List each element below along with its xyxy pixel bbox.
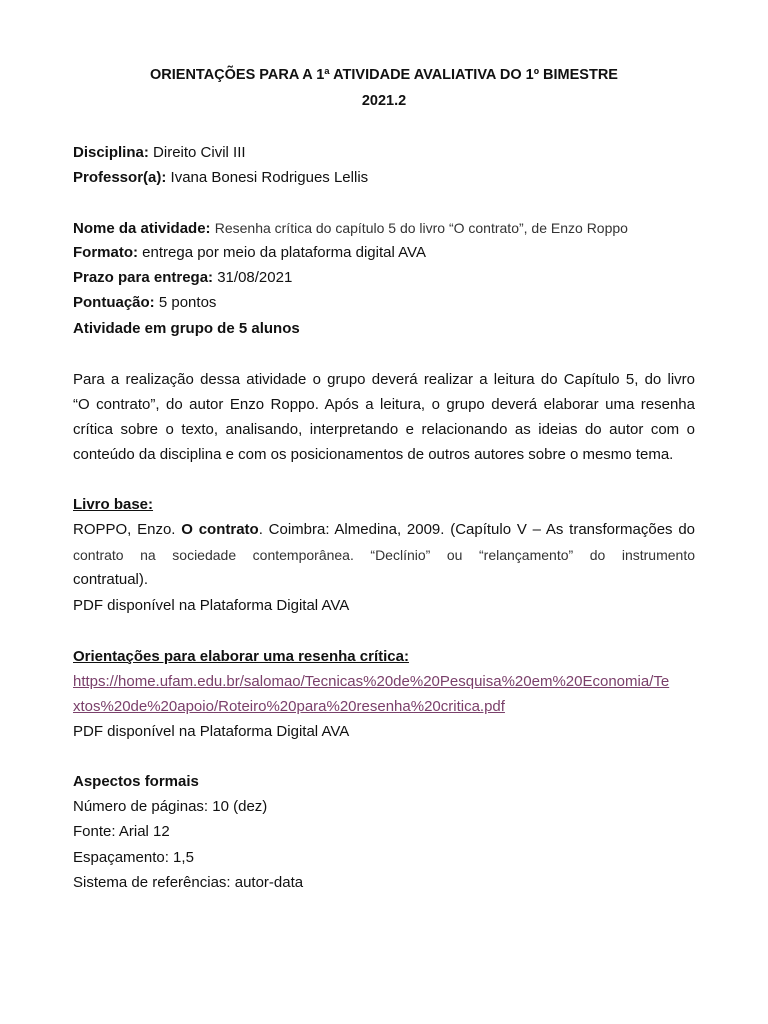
aspectos-heading: Aspectos formais xyxy=(73,773,199,790)
atividade-row xyxy=(73,218,628,239)
paragraph-line-3: crítica sobre o texto, analisando, interpretando e relacionando as ideias do autor com o xyxy=(73,421,695,438)
livro-pdf-note: PDF disponível na Plataforma Digital AVA xyxy=(73,597,350,614)
professor-label: Professor(a): xyxy=(73,169,167,186)
atividade-label: Nome da atividade: xyxy=(73,220,211,237)
orientacoes-pdf-note: PDF disponível na Plataforma Digital AVA xyxy=(73,723,350,740)
livro-ref-line-3: contratual). xyxy=(73,571,149,588)
aspectos-paginas: Número de páginas: 10 (dez) xyxy=(73,798,268,815)
pontuacao-label: Pontuação: xyxy=(73,294,155,311)
livro-ref-rest: . Coimbra: Almedina, 2009. (Capítulo V – As transformações do xyxy=(258,521,695,538)
prazo-row xyxy=(73,268,292,288)
orientacoes-link-line-2[interactable]: xtos%20de%20apoio/Roteiro%20para%20resenha%20critica.pdf xyxy=(73,698,505,715)
professor-row xyxy=(73,168,368,188)
livro-ref-title: O contrato xyxy=(181,521,259,538)
livro-base-heading: Livro base: xyxy=(73,496,154,513)
document-title: ORIENTAÇÕES PARA A 1ª ATIVIDADE AVALIATIVA DO 1º BIMESTRE xyxy=(150,67,618,83)
grupo-note: Atividade em grupo de 5 alunos xyxy=(73,320,300,337)
orientacoes-heading: Orientações para elaborar uma resenha crítica: xyxy=(73,648,409,665)
pontuacao-value: 5 pontos xyxy=(158,294,217,311)
formato-label: Formato: xyxy=(73,244,138,261)
livro-ref-line-2: contrato na sociedade contemporânea. “Declínio” ou “relançamento” do instrumento xyxy=(73,547,695,563)
livro-ref-line-1 xyxy=(73,520,695,540)
formato-row xyxy=(73,243,426,263)
aspectos-referencias: Sistema de referências: autor-data xyxy=(73,874,304,891)
pontuacao-row xyxy=(73,293,216,313)
paragraph-line-1: Para a realização dessa atividade o grupo deverá realizar a leitura do Capítulo 5, do livro xyxy=(73,371,695,388)
paragraph-line-4: conteúdo da disciplina e com os posicionamentos de outros autores sobre o mesmo tema. xyxy=(73,446,674,463)
aspectos-fonte: Fonte: Arial 12 xyxy=(73,823,170,840)
aspectos-espacamento: Espaçamento: 1,5 xyxy=(73,849,194,866)
disciplina-label: Disciplina: xyxy=(73,144,149,161)
livro-ref-author: ROPPO, Enzo. xyxy=(73,521,176,538)
prazo-label: Prazo para entrega: xyxy=(73,269,214,286)
atividade-value: Resenha crítica do capítulo 5 do livro “O contrato”, de Enzo Roppo xyxy=(214,220,628,236)
professor-value: Ivana Bonesi Rodrigues Lellis xyxy=(170,169,369,186)
disciplina-value: Direito Civil III xyxy=(153,144,246,161)
paragraph-line-2: “O contrato”, do autor Enzo Roppo. Após a leitura, o grupo deverá elaborar uma resenha xyxy=(73,396,695,413)
document-year: 2021.2 xyxy=(361,93,407,109)
prazo-value: 31/08/2021 xyxy=(217,269,293,286)
formato-value: entrega por meio da plataforma digital AVA xyxy=(142,244,426,261)
orientacoes-link-line-1[interactable]: https://home.ufam.edu.br/salomao/Tecnicas%20de%20Pesquisa%20em%20Economia/Te xyxy=(73,673,670,690)
disciplina-row xyxy=(73,143,246,163)
